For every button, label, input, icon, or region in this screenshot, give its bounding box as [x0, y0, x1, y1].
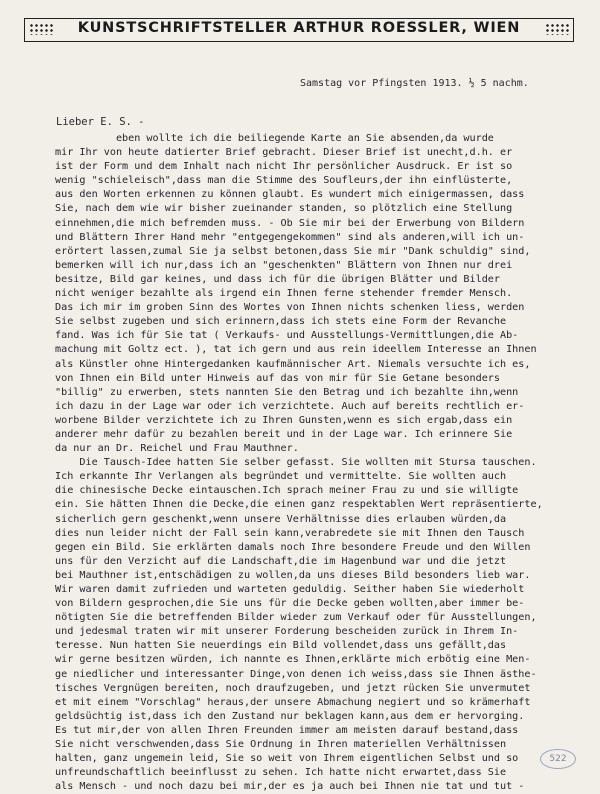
letter-body: [55, 132, 590, 794]
letterhead: [24, 18, 574, 42]
body-line: besitze, Bild gar keines, und dass ich für die übrigen Blätter und Bilder: [55, 273, 500, 285]
body-line: ge niedlicher und interessanter Dinge,von denen ich weiss,dass sie Ihnen ästhe-: [55, 668, 537, 680]
body-line: und jedesmal traten wir mit unserer Forderung bescheiden zurück in Ihrem In-: [55, 626, 519, 638]
body-line: von Ihnen ein Bild unter Hinweis auf das von mir für Sie Getane besonders: [55, 372, 500, 384]
body-line: Die Tausch-Idee hatten Sie selber gefasst. Sie wollten mit Stursa tauschen.: [55, 457, 537, 469]
body-line: wir gerne besitzen würden, ich nannte es Ihnen,erklärte mich erbötig eine Men-: [55, 654, 531, 666]
body-line: "billig" zu erwerben, stets nannten Sie den Betrag und ich bezahlte ihn,wenn: [55, 386, 519, 398]
body-line: fand. Was ich für Sie tat ( Verkaufs- und Ausstellungs-Vermittlungen,die Ab-: [55, 330, 519, 342]
body-line: anderer mehr dafür zu bezahlen bereit und in der Lage war. Ich erinnere Sie: [55, 428, 513, 440]
body-line: Wir waren damit zufrieden und warteten geduldig. Seither haben Sie wiederholt: [55, 584, 525, 595]
body-line: geldsüchtig ist,dass ich den Zustand nur beklagen kann,aus dem er hervorging.: [55, 710, 525, 722]
body-line: worbene Bilder verzichtete ich zu Ihren Gunsten,wenn es sich ergab,dass ein: [55, 414, 513, 426]
body-line: machung mit Goltz ect. ), tat ich gern und aus rein ideellem Interesse an Ihnen: [55, 344, 537, 356]
body-line: dies nun leider nicht der Fall sein kann,verabredete sie mit Ihnen den Tausch: [55, 527, 525, 539]
body-line: wenig "schieleisch",dass man die Stimme des Soufleurs,der ihn einflüsterte,: [55, 175, 513, 187]
body-line: Es tut mir,der von allen Ihren Freunden immer am meisten darauf bestand,dass: [55, 724, 519, 736]
body-line: aus den Worten erkennen zu können glaubt. Es wundert mich einigermassen, dass: [55, 189, 525, 201]
body-line: ein. Sie hätten Ihnen die Decke,die einen ganz respektablen Wert repräsentierte,: [55, 499, 543, 511]
body-line: ich dazu in der Lage war oder ich verzichtete. Auch auf bereits rechtlich er-: [55, 400, 525, 412]
body-line: Das ich mir im groben Sinn des Wortes von Ihnen nichts schenken liess, werden: [55, 302, 525, 314]
body-line: gegen ein Bild. Sie erklärten damals noch Ihre besondere Freude und den Willen: [55, 541, 531, 553]
body-line: einnehmen,die mich befremden muss. - Ob Sie mir bei der Erwerbung von Bildern: [55, 217, 525, 229]
body-line: tisches Vergnügen bereiten, noch draufzugeben, und jetzt rücken Sie unvermutet: [55, 682, 531, 694]
body-line: als Mensch - und noch dazu bei mir,der es ja auch bei Ihnen nie tat und tut -: [55, 781, 525, 793]
body-line: teresse. Nun hatten Sie neuerdings ein Bild vollendet,dass uns gefällt,das: [55, 640, 507, 652]
body-line: uns für den Verzicht auf die Landschaft,die im Hagenbund war und die jetzt: [55, 555, 507, 567]
salutation: Lieber E. S. -: [56, 116, 145, 128]
body-line: bemerken will ich nur,dass ich an "geschenkten" Blättern von Ihnen nur drei: [55, 259, 513, 271]
letterhead-ornament-right: [545, 23, 569, 35]
body-line: unfreundschaftlich beeinflusst zu sehen. Ich hatte nicht erwartet,dass Sie: [55, 767, 507, 779]
body-line: Sie selbst zugeben und sich erinnern,dass ich stets eine Form der Revanche: [55, 316, 507, 328]
letterhead-title: KUNSTSCHRIFTSTELLER ARTHUR ROESSLER, WIEN: [77, 20, 521, 36]
dateline: Samstag vor Pfingsten 1913. ½ 5 nachm.: [300, 78, 529, 89]
body-line: Ich erkannte Ihr Verlangen als begründet und vermittelte. Sie wollten auch: [55, 471, 507, 483]
body-line: halten, ganz ungemein leid, Sie so weit von Ihrem eigentlichen Selbst und so: [55, 753, 519, 765]
archive-stamp: 522: [540, 749, 576, 769]
body-line: et mit einem "Vorschlag" heraus,der unsere Abmachung negiert und so krämerhaft: [55, 696, 531, 708]
body-line: da nur an Dr. Reichel und Frau Mauthner.: [55, 443, 299, 455]
body-line: nötigten Sie die betreffenden Bilder wieder zum Verkauf oder für Ausstellungen,: [55, 612, 537, 624]
body-line: erörtert lassen,zumal Sie ja selbst betonen,dass Sie mir "Dank schuldig" sind,: [55, 245, 531, 257]
body-line: bei Mauthner ist,entschädigen zu wollen,da uns dieses Bild besonders lieb war.: [55, 569, 531, 581]
body-line: sicherlich gern geschenkt,wenn unsere Verhältnisse dies erlauben würden,da: [55, 513, 507, 525]
body-line: mir Ihr von heute datierter Brief gebracht. Dieser Brief ist unecht,d.h. er: [55, 147, 513, 159]
body-line: ist der Form und dem Inhalt nach nicht Ihr persönlicher Ausdruck. Er ist so: [55, 161, 513, 173]
body-line: von Bildern gesprochen,die Sie uns für die Decke geben wollten,aber immer be-: [55, 598, 525, 610]
body-line: Sie, nach dem wie wir bisher zueinander standen, so plötzlich eine Stellung: [55, 203, 513, 215]
body-line: Sie nicht verschwenden,dass Sie Ordnung in Ihren materiellen Verhältnissen: [55, 739, 507, 751]
body-line: die chinesische Decke eintauschen.Ich sprach meiner Frau zu und sie willigte: [55, 485, 519, 497]
body-line: eben wollte ich die beiliegende Karte an Sie absenden,da wurde: [55, 133, 494, 144]
body-line: und Blättern Ihrer Hand mehr "entgegengekommen" sind als anderen,will ich un-: [55, 231, 525, 243]
body-line: als Künstler ohne Hintergedanken kaufmännischer Art. Niemals versuchte ich es,: [55, 358, 531, 370]
body-line: nicht weniger bezahlte als irgend ein Ihnen ferne stehender fremder Mensch.: [55, 288, 513, 300]
